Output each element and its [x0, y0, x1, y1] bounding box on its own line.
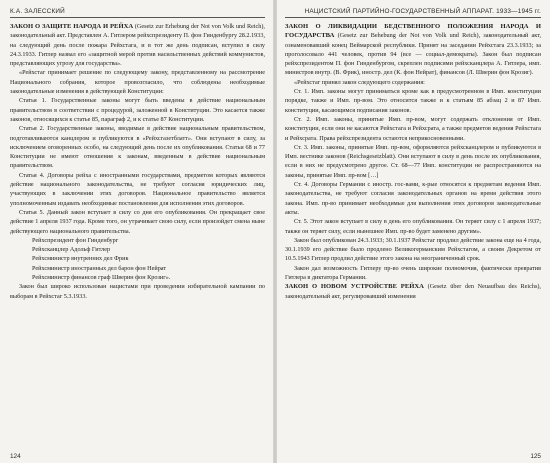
body-paragraph: Ст. 1. Имп. законы могут приниматься кроме как в предусмотренном в Имп. конституции порядке, также и Имп. пр-вом. Это относится также и к статьям 85 абзац 2 и 87 Имп. конституции, касающимся подписания законов. [285, 88, 541, 114]
signatory-line: Рейхсканцлер Адольф Гитлер [32, 246, 111, 254]
entry-paragraph [10, 22, 265, 68]
entry-heading: ЗАКОН О НОВОМ УСТРОЙСТВЕ РЕЙХА [285, 283, 424, 291]
entry-text: (Gesetz über den Neuaufbau des Reichs), законодательный акт, регулировавший изменения [285, 283, 541, 300]
body-paragraph: Ст. 2. Имп. законы, принятые Имп. пр-вом, могут содержать отклонения от Имп. конституции, если они не касаются Рейхстага и Рейхсрата, а также предметов ведения Рейхстага и Рейхсрата. Права рейхспрезидента остаются неприкосновенными. [285, 115, 541, 142]
entry-heading: ЗАКОН О ЗАЩИТЕ НАРОДА И РЕЙХА [10, 23, 134, 30]
entry-text: (Gesetz zur Behebung der Not von Volk und Reich), законодательный акт, ознаменовавший конец Веймарской республики. Принят на заседании Рейхстага 23.3.1933; за проголосовало 441 человек, против 94 (все — социал-демократы). Закон был подписан рейхспрезидентом П. фон Гинденбургом, скреплен подписями рейхсканцлера А. Гитлера, имп. министров внутр. (В. Фрик), иностр. дел (К. фон Нейрат), финансов (Л. Шверин фон Крозиг). [285, 32, 541, 77]
body-paragraph: «Рейхстаг принимает решение по следующему закону, представленному на рассмотрение Национального собрания, которое провозгласило, что соблюдены необходимые законодательные изменения в действующей Конституции: [10, 69, 265, 96]
body-paragraph: Статья 1. Государственные законы могут быть введены в действие национальным правительством в соответствии с процедурой, заложенной в Конституции. Это касается также законов, относящихся к статье 85, параграф 2, и к статье 87 Конституции. [10, 97, 265, 123]
running-head-right: НАЦИСТСКИЙ ПАРТИЙНО-ГОСУДАРСТВЕННЫЙ АППАРАТ. 1933—1945 гг. [285, 6, 541, 18]
entry-paragraph [285, 22, 541, 78]
running-head-left: К.А. ЗАЛЕССКИЙ [10, 6, 265, 18]
left-page [0, 0, 273, 463]
right-page-body [285, 22, 541, 454]
left-page-body [10, 22, 265, 454]
entry-text: (Gesetz zur Erhebung der Not von Volk und Reich), законодательный акт. Представлен А. Гитлером рейхспрезиденту П. фон Гинденбургу 28.2.1933, на следующий день после пожара Рейхстага, и в тот же день подписан, вступил в силу 24.3.1933. Гитлер назвал его «защитной мерой против насильственных действий коммунистов, представляющих угрозу для государства». [10, 23, 265, 68]
signatory-line: Рейхспрезидент фон Гинденбург [32, 236, 119, 244]
signatory-line: Рейхсминистр иностранных дел барон фон Нейрат [32, 264, 167, 272]
body-paragraph: Ст. 3. Имп. законы, принятые Имп. пр-вом, оформляются рейхсканцлером и публикуются в Имп. вестнике законов (Reichsgesetzblatt). Они вступают в силу в день после их опубликования, если в них не предусмотрено другое. Ст. 68—77 Имп. конституции не распространяются на законы, принятые Имп. пр-вом […] [285, 143, 541, 179]
entry-heading: ЗАКОН О ЛИКВИДАЦИИ БЕДСТВЕННОГО ПОЛОЖЕНИЯ НАРОДА И ГОСУДАРСТВА [285, 23, 541, 40]
body-paragraph: Ст. 5. Этот закон вступает в силу в день его опубликования. Он теряет силу с 1 апреля 1937; также он теряет силу, если нынешнее Имп. пр-во будет заменено другим». [285, 218, 541, 235]
page-number-left: 124 [10, 453, 21, 460]
body-paragraph: Статья 5. Данный закон вступает в силу со дня его опубликования. Он прекращает свое действие 1 апреля 1937 года. Кроме того, он утрачивает свою силу, если произойдет смена ныне действующего национального правительства. [10, 208, 265, 235]
body-paragraph: Закон был опубликован 24.3.1933; 30.1.1937 Рейхстаг продлил действие закона еще на 4 года, 30.1.1939 его действие было продлено Великогерманским Рейхстагом, а своим Декретом от 10.5.1943 Гитлер продлил действие этого закона на неограниченный срок. [285, 236, 541, 263]
body-paragraph: Ст. 4. Договоры Германии с иностр. гос-вами, к-рые относятся к предметам ведения Имп. законодательства, не требуют согласия законодательных органов на время действия этого закона. Имп. пр-во принимает необходимые для выполнения этих договоров законодательные акты. [285, 181, 541, 216]
right-page [277, 0, 550, 463]
page-number-right: 125 [530, 453, 541, 460]
signatory-line: Рейхсминистр внутренних дел Фрик [32, 255, 129, 263]
entry-paragraph [285, 282, 541, 301]
body-paragraph: Статья 2. Государственные законы, вводимые в действие национальным правительством, подготавливаются канцлером и публикуются в «Рейхсгазетблатт». Они вступают в силу, за исключением оговоренных особо, на следующий день после их опубликования. Статьи 68 и 77 Конституции не имеют отношения к законам, введенным в действие национальным правительством. [10, 125, 265, 170]
body-paragraph: «Рейхстаг принял закон следующего содержания: [294, 78, 425, 86]
body-paragraph: Закон был широко использован нацистами при проведении избирательной кампании по выборам в Рейхстаг 5.3.1933. [10, 283, 265, 300]
body-paragraph: Закон дал возможность Гитлеру пр-во очень широкие полномочия, фактически превратив Гитлера в диктатора Германии. [285, 264, 541, 282]
signatory-line: Рейхсминистр финансов граф Шверин фон Крозиг». [32, 274, 171, 282]
body-paragraph: Статья 4. Договоры рейха с иностранными государствами, предметом которых являются действие национального законодательства, не требуют согласия юридических лиц, участвующих в заключении этих договоров. Национальное правительство является уполномоченным издавать необходимые постановления для исполнения этих договоров. [10, 171, 265, 207]
